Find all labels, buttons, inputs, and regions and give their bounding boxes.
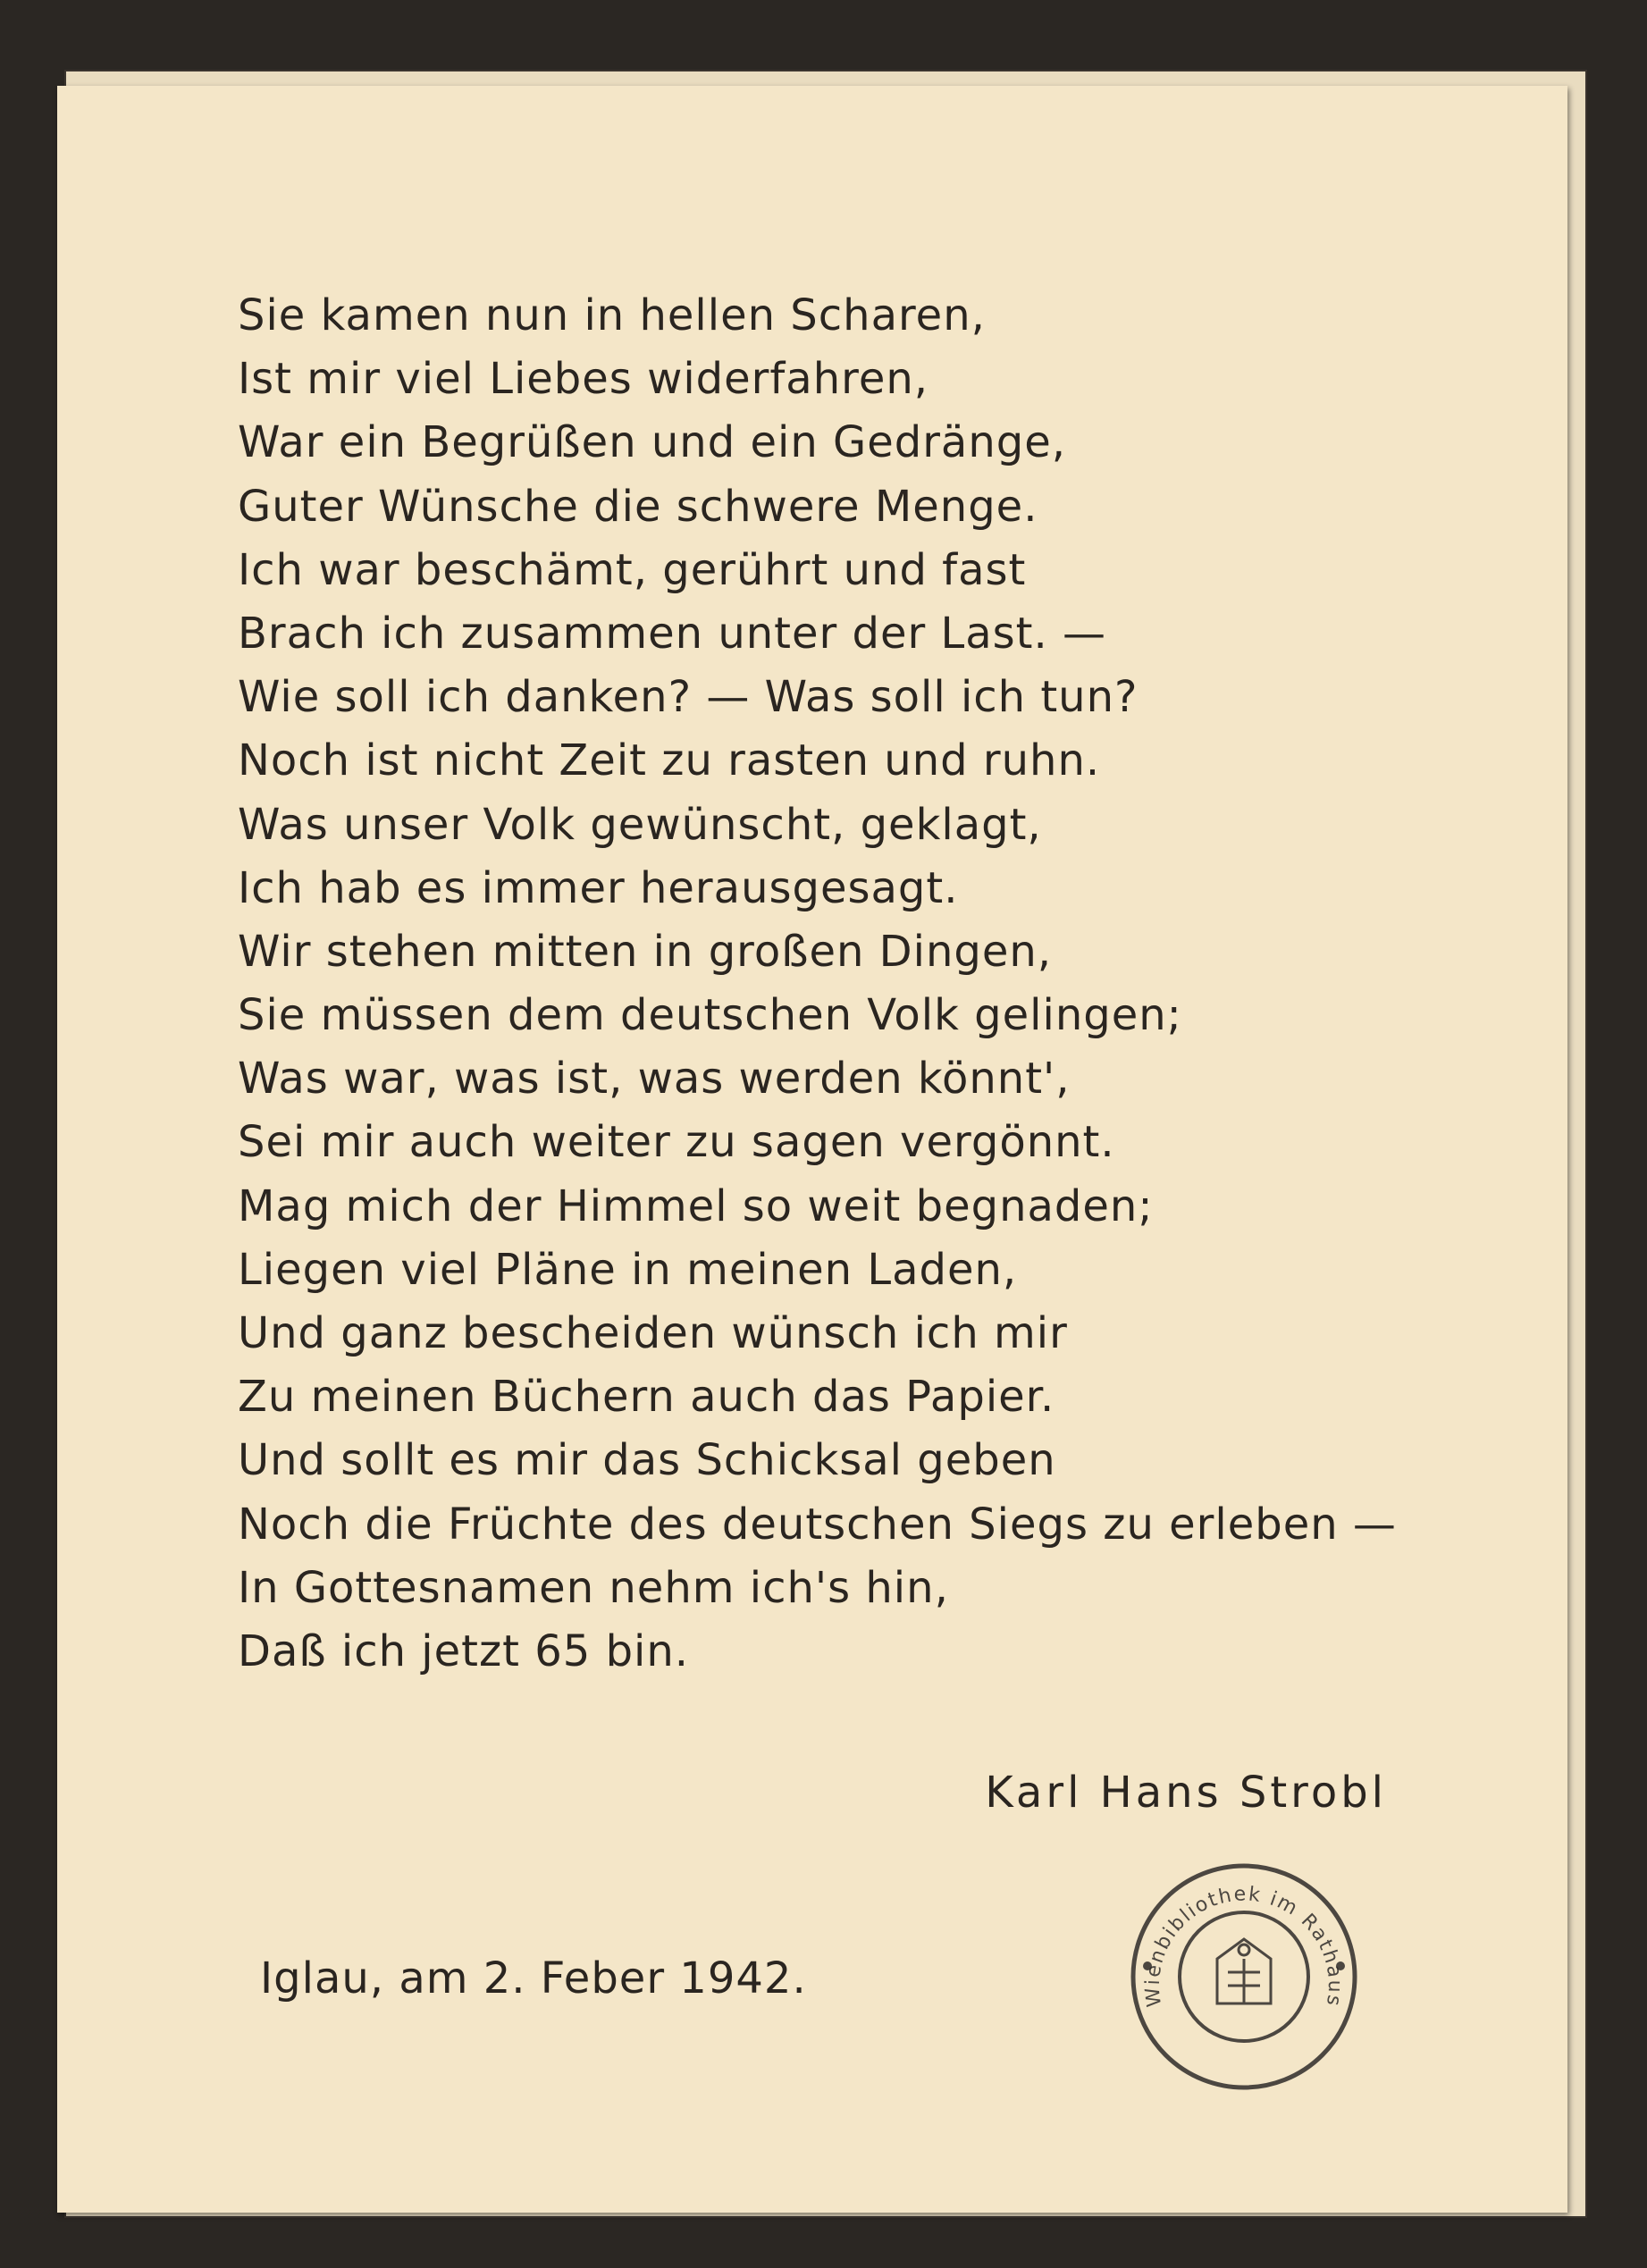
poem-line: Noch die Früchte des deutschen Siegs zu erleben — <box>238 1499 1397 1550</box>
stamp-emblem-icon <box>1217 1939 1271 2003</box>
poem-line: Ist mir viel Liebes widerfahren, <box>238 354 929 405</box>
author-signature: Karl Hans Strobl <box>985 1768 1387 1818</box>
poem-line: Sie kamen nun in hellen Scharen, <box>238 290 986 340</box>
poem-line: Wir stehen mitten in großen Dingen, <box>238 926 1053 977</box>
poem-line: Und ganz bescheiden wünsch ich mir <box>238 1308 1068 1358</box>
poem-line: Daß ich jetzt 65 bin. <box>238 1625 690 1676</box>
stamp-ring-text: Wienbibliothek im Rathaus <box>1141 1883 1347 2010</box>
poem-line: Noch ist nicht Zeit zu rasten und ruhn. <box>238 735 1101 786</box>
place-date-line: Iglau, am 2. Feber 1942. <box>260 1953 807 2003</box>
poem-line: Brach ich zusammen unter der Last. — <box>238 608 1106 659</box>
poem-line: Ich hab es immer herausgesagt. <box>238 862 959 913</box>
poem-line: Wie soll ich danken? — Was soll ich tun? <box>238 672 1139 723</box>
library-stamp <box>1128 1861 1360 2093</box>
poem-line: Mag mich der Himmel so weit begnaden; <box>238 1180 1154 1231</box>
poem-line: Und sollt es mir das Schicksal geben <box>238 1435 1056 1486</box>
poem-line: Liegen viel Pläne in meinen Laden, <box>238 1244 1018 1295</box>
poem-line: Ich war beschämt, gerührt und fast <box>238 544 1027 595</box>
poem-line: Sie müssen dem deutschen Volk gelingen; <box>238 990 1182 1041</box>
poem-line: Zu meinen Büchern auch das Papier. <box>238 1372 1055 1423</box>
poem-line: War ein Begrüßen und ein Gedränge, <box>238 417 1067 468</box>
poem-line: Was unser Volk gewünscht, geklagt, <box>238 799 1042 850</box>
poem-line: Was war, was ist, was werden könnt', <box>238 1054 1071 1105</box>
poem <box>238 284 1399 1684</box>
poem-line: Guter Wünsche die schwere Menge. <box>238 481 1038 532</box>
poem-line: Sei mir auch weiter zu sagen vergönnt. <box>238 1117 1115 1168</box>
poem-line: In Gottesnamen nehm ich's hin, <box>238 1562 949 1613</box>
